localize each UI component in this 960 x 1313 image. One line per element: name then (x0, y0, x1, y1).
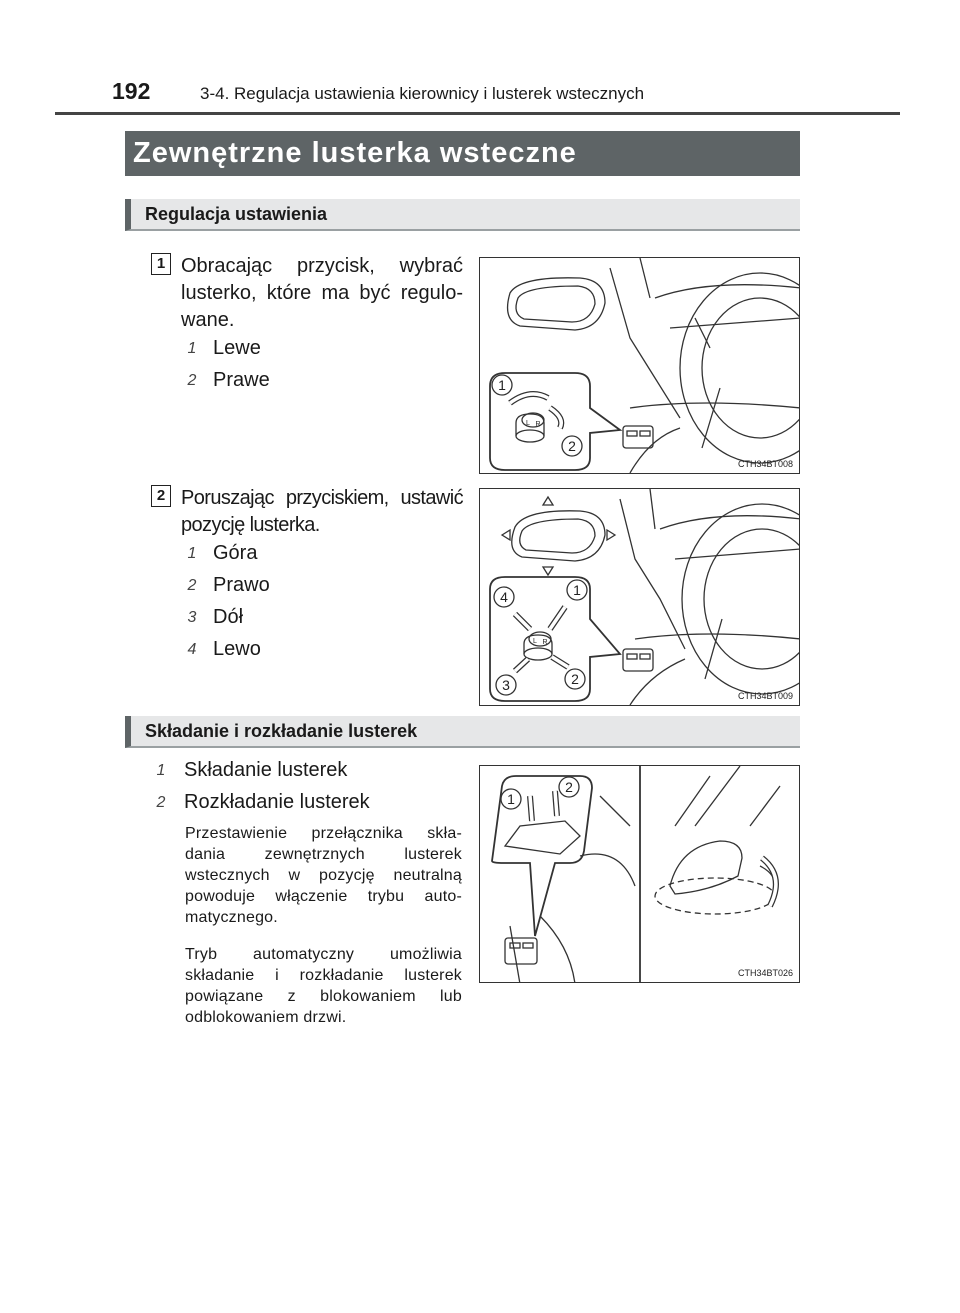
figure-code-3: CTH34BT026 (737, 968, 793, 978)
figure-mirror-folding (479, 765, 800, 983)
step-1-item-1-label: Lewe (213, 337, 261, 359)
step-2-badge: 2 (151, 485, 171, 507)
chapter-title: 3-4. Regulacja ustawienia kierownicy i lusterek wstecznych (200, 84, 645, 103)
subheading-folding (125, 716, 800, 748)
fig1-knob-right-letter: R (535, 421, 541, 428)
fig1-callout-1: 1 (498, 377, 506, 393)
figure-code-1: CTH34BT008 (737, 459, 793, 469)
folding-item-1-label: Składanie lusterek (184, 759, 348, 781)
subheading-adjustment-label: Regulacja ustawienia (145, 204, 328, 224)
step-1-text: Obracając przycisk, wybrać lusterko, które ma być regulo-wane. (181, 255, 463, 331)
folding-note-2: Tryb automatyczny umożliwia składanie i rozkładanie lusterek powiązane z blokowaniem lub odblokowaniem drzwi. (185, 946, 462, 1026)
step-2-item-2-number: 2 (187, 577, 197, 594)
step-2-text: Poruszając przyciskiem, ustawić pozycję lusterka. (181, 487, 463, 536)
folding-item-2-label: Rozkładanie lusterek (184, 791, 370, 813)
figure-mirror-adjust (479, 488, 800, 706)
mirror-folding-illustration (480, 766, 800, 983)
fig2-knob-left-letter: L (533, 638, 537, 645)
folding-item-2-number: 2 (156, 794, 166, 811)
subheading-folding-label: Składanie i rozkładanie lusterek (145, 721, 418, 741)
mirror-select-illustration (480, 258, 800, 474)
step-2-item-1-number: 1 (187, 545, 197, 562)
fig2-knob-right-letter: R (542, 639, 548, 646)
fig2-callout-4: 4 (500, 589, 508, 605)
section-title: Zewnętrzne lusterka wsteczne (133, 137, 577, 169)
figure-code-2: CTH34BT009 (737, 691, 793, 701)
step-1-badge: 1 (151, 253, 171, 275)
step-2-item-1-label: Góra (213, 542, 258, 564)
fig2-callout-1: 1 (573, 582, 581, 598)
fig3-callout-1: 1 (507, 791, 515, 807)
fig2-callout-2: 2 (571, 671, 579, 687)
step-2-item-4-number: 4 (187, 641, 197, 658)
step-2-item-2-label: Prawo (213, 574, 270, 596)
step-1-item-2-number: 2 (187, 372, 197, 389)
step-1-item-2-label: Prawe (213, 369, 270, 391)
figure-mirror-select (479, 257, 800, 474)
fig1-callout-2: 2 (568, 438, 576, 454)
header-divider (55, 112, 900, 115)
fig2-callout-3: 3 (502, 677, 510, 693)
step-2-item-4-label: Lewo (213, 638, 261, 660)
subheading-adjustment (125, 199, 800, 231)
mirror-adjust-illustration (480, 489, 800, 706)
step-2-item-3-label: Dół (213, 606, 244, 628)
folding-note-1: Przestawienie przełącznika skła-dania zewnętrznych lusterek wstecznych w pozycję neutralną powoduje włączenie trybu auto-matycznego. (185, 825, 462, 926)
fig3-callout-2: 2 (565, 779, 573, 795)
page-number: 192 (112, 78, 151, 104)
step-1-item-1-number: 1 (187, 340, 197, 357)
section-title-bar (125, 131, 800, 176)
folding-item-1-number: 1 (156, 762, 166, 779)
fig1-knob-left-letter: L (526, 420, 530, 427)
step-2-item-3-number: 3 (187, 609, 197, 626)
